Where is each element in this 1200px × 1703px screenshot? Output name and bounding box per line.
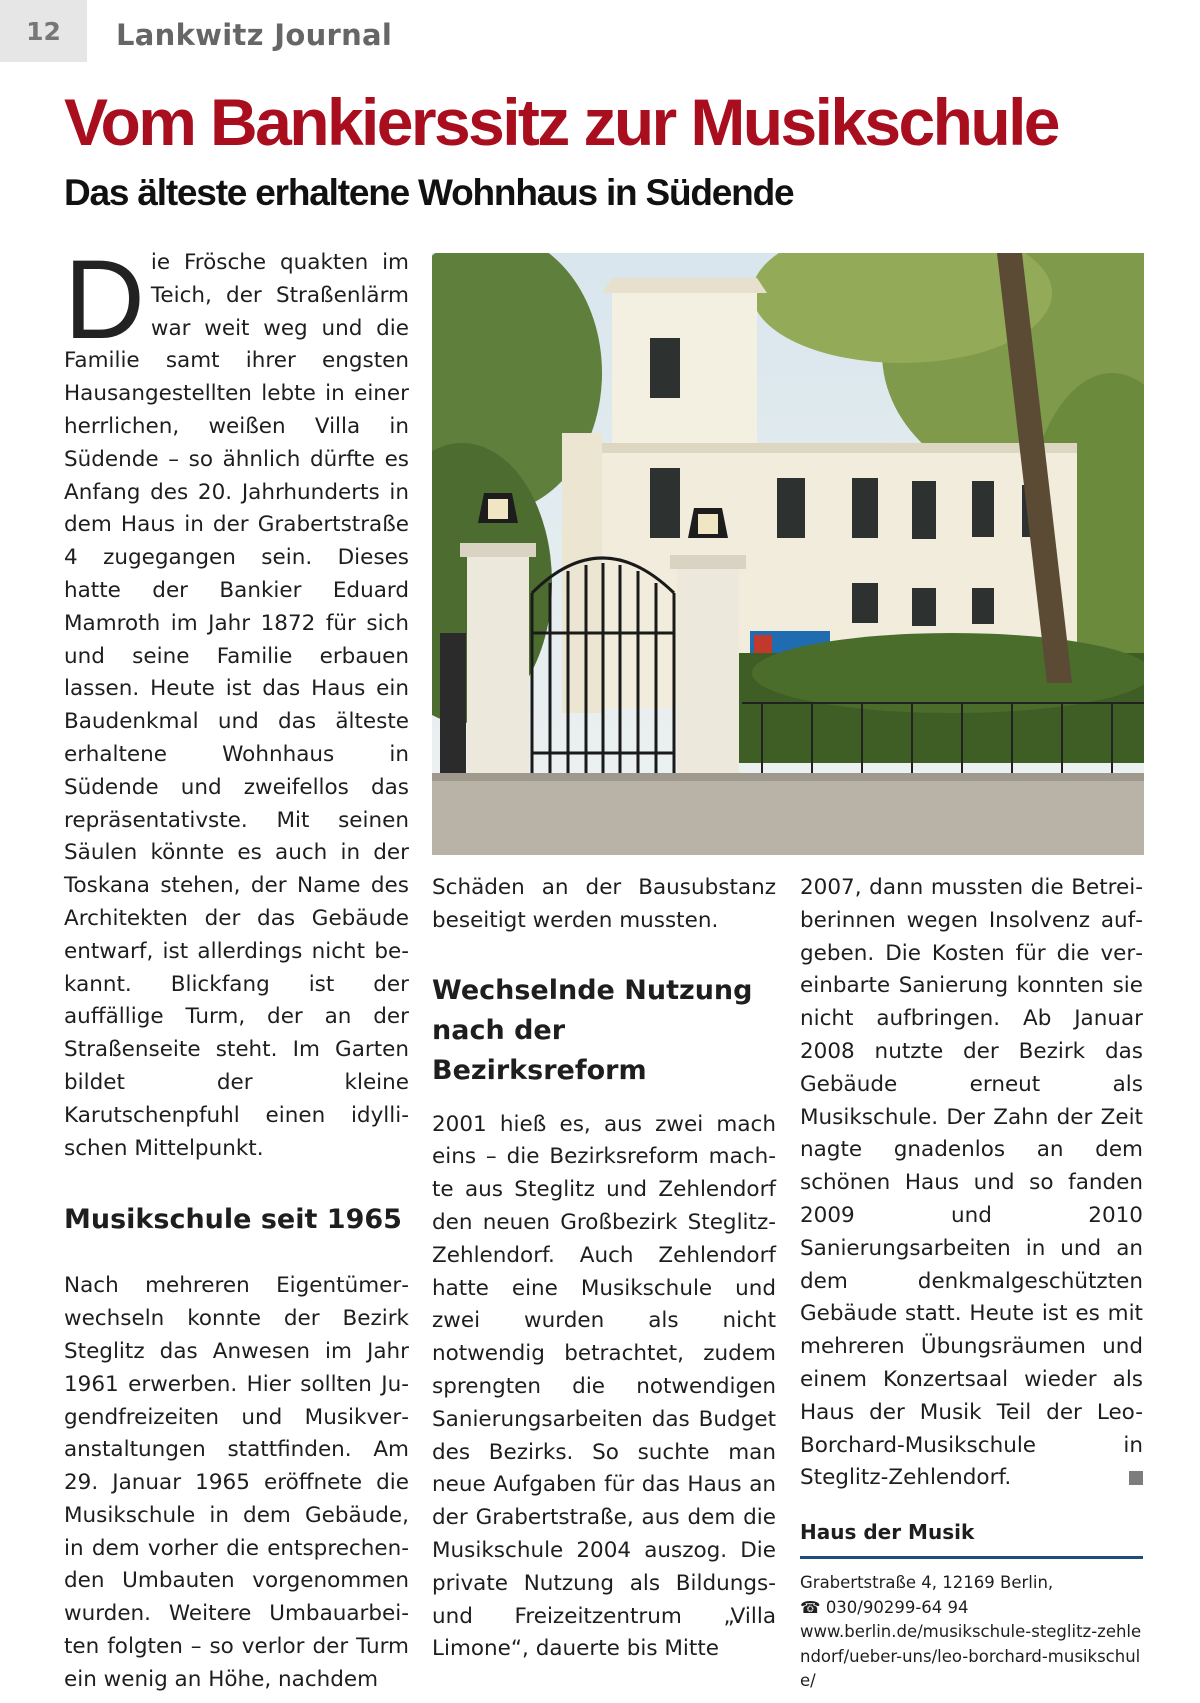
- article-subtitle: Das älteste erhaltene Wohnhaus in Südende: [64, 172, 794, 213]
- telephone-icon: ☎: [800, 1597, 821, 1617]
- info-url-link[interactable]: www.berlin.de/musikschule-steglitz-zehlendorf/ueber-uns/leo-borchard-musikschule/: [800, 1622, 1142, 1691]
- section-2-paragraph: 2001 hieß es, aus zwei mach eins – die Bezirksreform machte aus Steglitz und Zehlendorf den neuen Großbezirk Steglitz-Zehlendorf. Auch Zehlendorf hatte eine Musikschule und zwei wurden als nicht notwendig betrachtet, zudem sprengten die notwendigen Sanierungsarbeiten das Budget des Bezirks. So suchte man neue Aufgaben für das Haus an der Grabertstraße, aus dem die Musikschule 2004 auszog. Die private Nutzung als Bildungs- und Freizeitzentrum „Villa Limone“, dauerte bis Mitte: [432, 1111, 776, 1662]
- end-mark-icon: [1129, 1471, 1143, 1485]
- drop-cap: D: [64, 237, 145, 362]
- section-heading-2: Wechselnde Nutzung nach der Bezirksreform: [432, 974, 753, 1086]
- info-address: Grabertstraße 4, 12169 Berlin,: [800, 1573, 1054, 1593]
- section-1-paragraph: Nach mehreren Eigentümerwechseln konnte der Bezirk Steglitz das Anwesen im Jahr 1961 erwerben. Hier sollten Jugendfreizeiten und Musikveranstaltungen stattfinden. Am 29. Januar 1965 eröffnete die Musikschule in dem Gebäude, in dem vorher die entsprechenden Umbauten vorgenommen wurden. Weitere Umbauarbeiten folgten – so verlor der Turm ein wenig an Höhe, nachdem: [64, 1273, 409, 1692]
- section-2-continued-text: 2007, dann mussten die Betreiberinnen wegen Insolvenz aufgeben. Die Kosten für die vereinbarte Sanierung konnten sie nicht aufbringen. Ab Januar 2008 nutzte der Bezirk das Gebäude erneut als Musikschule. Der Zahn der Zeit nagte gnadenlos an dem schönen Haus und so fanden 2009 und 2010 Sanierungsarbeiten in und an dem denkmalgeschützten Gebäude statt. Heute ist es mit mehreren Übungsräumen und einem Konzertsaal wieder als Haus der Musik Teil der Leo-Borchard-Musikschule in Steglitz-Zehlendorf.: [800, 875, 1143, 1491]
- villa-photo: [432, 253, 1144, 855]
- info-box-title: Haus der Musik: [800, 1517, 1143, 1559]
- info-phone-line: [800, 1596, 1143, 1621]
- column-1: [64, 237, 409, 1697]
- page-number: 12: [0, 0, 87, 62]
- article-title: Vom Bankierssitz zur Musikschule: [64, 85, 1058, 159]
- section-1-continued: Schäden an der Bausubstanz beseitigt werden mussten.: [432, 875, 776, 933]
- intro-text: ie Frösche quakten im Teich, der Straßenlärm war weit weg und die Familie samt ihrer engsten Hausangestellten lebte in einer herrlichen, weißen Villa in Südende – so ähnlich dürfte es Anfang des 20. Jahrhunderts in dem Haus in der Grabertstraße 4 zugegangen sein. Dieses hatte der Bankier Eduard Mamroth im Jahr 1872 für sich und seine Familie erbauen lassen. Heute ist das Haus ein Baudenkmal und das älteste erhaltene Wohnhaus in Südende und zweifellos das repräsentativste. Mit seinen Säulen könnte es auch in der Toskana stehen, der Name des Architekten der das Gebäude entwarf, ist allerdings nicht bekannt. Blickfang ist der auffällige Turm, der an der Straßenseite steht. Im Garten bildet der kleine Karutschenpfuhl einen idyllischen Mittelpunkt.: [64, 250, 409, 1161]
- villa-illustration: [432, 253, 1144, 855]
- column-3: [800, 872, 1143, 1694]
- section-2-continued: [800, 872, 1143, 1495]
- intro-paragraph: [64, 237, 409, 1165]
- info-box-contact: [800, 1571, 1143, 1620]
- section-heading-1: Musikschule seit 1965: [64, 1204, 402, 1236]
- journal-name: Lankwitz Journal: [116, 18, 393, 52]
- column-2: [432, 872, 776, 1666]
- info-phone: 030/90299-64 94: [825, 1597, 969, 1617]
